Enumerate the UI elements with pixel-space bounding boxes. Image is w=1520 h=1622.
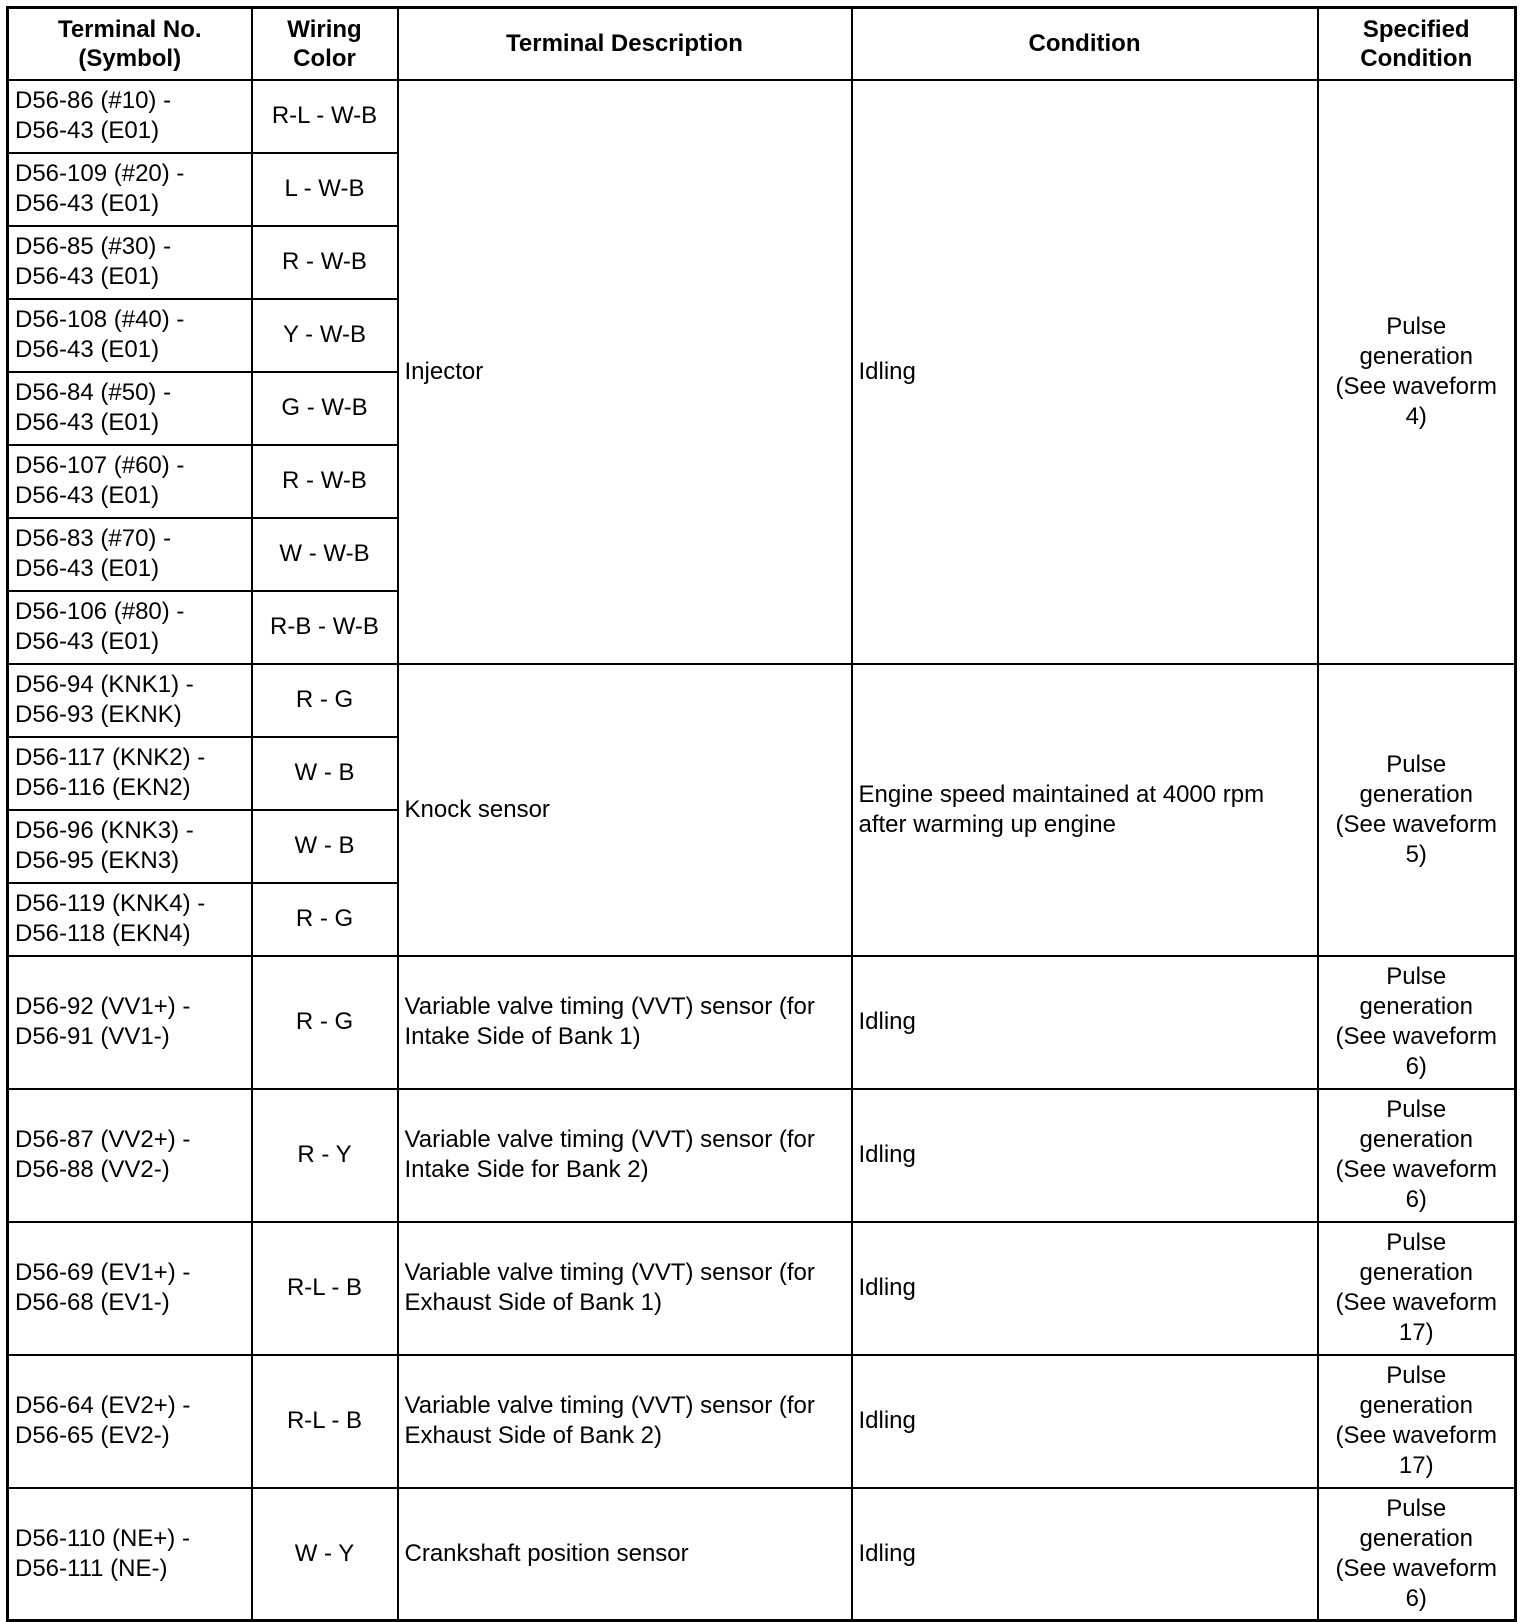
wiring-cell: W - B [252, 737, 398, 810]
specified-cell: Pulse generation (See waveform 6) [1318, 1089, 1516, 1222]
wiring-cell: R-B - W-B [252, 591, 398, 664]
wiring-cell: W - Y [252, 1488, 398, 1621]
condition-cell: Idling [852, 1222, 1318, 1355]
terminal-cell: D56-107 (#60) - D56-43 (E01) [8, 445, 252, 518]
header-specified-condition: Specified Condition [1318, 8, 1516, 80]
wiring-cell: R-L - W-B [252, 80, 398, 153]
description-cell: Variable valve timing (VVT) sensor (for Intake Side for Bank 2) [398, 1089, 852, 1222]
wiring-cell: W - B [252, 810, 398, 883]
condition-cell: Idling [852, 1488, 1318, 1621]
specified-cell-knock: Pulse generation (See waveform 5) [1318, 664, 1516, 956]
wiring-cell: R - G [252, 883, 398, 956]
wiring-cell: L - W-B [252, 153, 398, 226]
terminal-cell: D56-106 (#80) - D56-43 (E01) [8, 591, 252, 664]
terminal-cell: D56-108 (#40) - D56-43 (E01) [8, 299, 252, 372]
specified-cell: Pulse generation (See waveform 6) [1318, 956, 1516, 1089]
table-row [8, 1089, 1516, 1222]
condition-cell-knock: Engine speed maintained at 4000 rpm after warming up engine [852, 664, 1318, 956]
table-row [8, 664, 1516, 737]
condition-cell: Idling [852, 956, 1318, 1089]
wiring-cell: R-L - B [252, 1355, 398, 1488]
table-row [8, 1355, 1516, 1488]
description-cell: Variable valve timing (VVT) sensor (for Intake Side of Bank 1) [398, 956, 852, 1089]
header-terminal: Terminal No. (Symbol) [8, 8, 252, 80]
table-row [8, 956, 1516, 1089]
wiring-cell: R - G [252, 664, 398, 737]
description-cell: Crankshaft position sensor [398, 1488, 852, 1621]
condition-cell: Idling [852, 1355, 1318, 1488]
terminal-cell: D56-69 (EV1+) - D56-68 (EV1-) [8, 1222, 252, 1355]
specified-cell-injector: Pulse generation (See waveform 4) [1318, 80, 1516, 664]
terminal-cell: D56-83 (#70) - D56-43 (E01) [8, 518, 252, 591]
table-row [8, 1488, 1516, 1621]
terminal-cell: D56-109 (#20) - D56-43 (E01) [8, 153, 252, 226]
wiring-cell: W - W-B [252, 518, 398, 591]
terminal-cell: D56-84 (#50) - D56-43 (E01) [8, 372, 252, 445]
wiring-cell: R - W-B [252, 226, 398, 299]
condition-cell-injector: Idling [852, 80, 1318, 664]
description-cell-injector: Injector [398, 80, 852, 664]
specified-cell: Pulse generation (See waveform 17) [1318, 1355, 1516, 1488]
terminal-cell: D56-64 (EV2+) - D56-65 (EV2-) [8, 1355, 252, 1488]
wiring-cell: R - G [252, 956, 398, 1089]
condition-cell: Idling [852, 1089, 1318, 1222]
description-cell: Variable valve timing (VVT) sensor (for Exhaust Side of Bank 1) [398, 1222, 852, 1355]
specified-cell: Pulse generation (See waveform 6) [1318, 1488, 1516, 1621]
description-cell-knock: Knock sensor [398, 664, 852, 956]
terminal-cell: D56-94 (KNK1) - D56-93 (EKNK) [8, 664, 252, 737]
wiring-cell: R - Y [252, 1089, 398, 1222]
header-wiring-color: Wiring Color [252, 8, 398, 80]
wiring-cell: Y - W-B [252, 299, 398, 372]
terminal-cell: D56-96 (KNK3) - D56-95 (EKN3) [8, 810, 252, 883]
terminal-cell: D56-85 (#30) - D56-43 (E01) [8, 226, 252, 299]
terminal-cell: D56-110 (NE+) - D56-111 (NE-) [8, 1488, 252, 1621]
terminal-cell: D56-92 (VV1+) - D56-91 (VV1-) [8, 956, 252, 1089]
wiring-cell: G - W-B [252, 372, 398, 445]
header-condition: Condition [852, 8, 1318, 80]
wiring-cell: R-L - B [252, 1222, 398, 1355]
terminal-cell: D56-119 (KNK4) - D56-118 (EKN4) [8, 883, 252, 956]
header-terminal-description: Terminal Description [398, 8, 852, 80]
table-row [8, 80, 1516, 153]
terminal-cell: D56-117 (KNK2) - D56-116 (EKN2) [8, 737, 252, 810]
terminal-cell: D56-87 (VV2+) - D56-88 (VV2-) [8, 1089, 252, 1222]
terminal-cell: D56-86 (#10) - D56-43 (E01) [8, 80, 252, 153]
specified-cell: Pulse generation (See waveform 17) [1318, 1222, 1516, 1355]
header-row [8, 8, 1516, 80]
wiring-cell: R - W-B [252, 445, 398, 518]
description-cell: Variable valve timing (VVT) sensor (for Exhaust Side of Bank 2) [398, 1355, 852, 1488]
table-row [8, 1222, 1516, 1355]
terminal-spec-table [6, 6, 1517, 1622]
